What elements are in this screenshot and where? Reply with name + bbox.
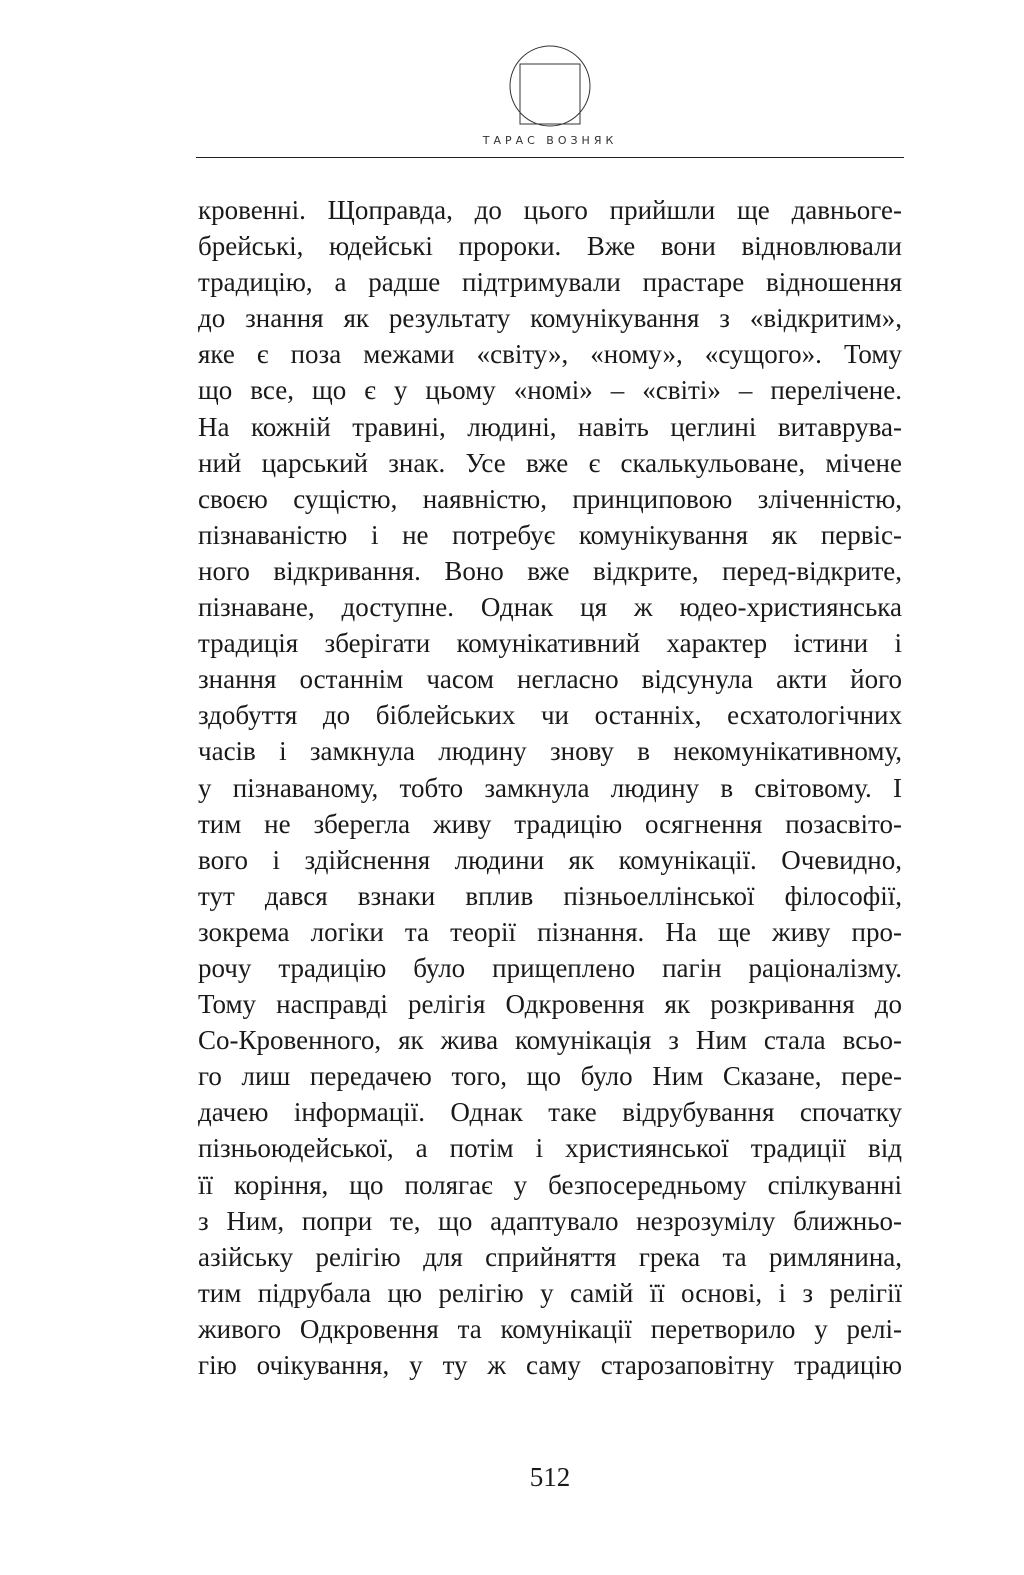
body-line: пізнаваністю і не потребує комунікування як первіс- <box>198 519 902 550</box>
running-head-author: ТАРАС ВОЗНЯК <box>482 134 618 147</box>
body-line: рочу традицію було прищеплено пагін раціоналізму. <box>198 952 902 983</box>
body-line: тим підрубала цю релігію у самій її основі, і з релігії <box>198 1277 902 1308</box>
body-line: гію очікування, у ту ж саму старозаповітну традицію <box>198 1350 902 1380</box>
body-line: вого і здійснення людини як комунікації. Очевидно, <box>198 844 902 875</box>
body-line: брейські, юдейські пророки. Вже вони відновлювали <box>198 231 902 262</box>
body-line: дачею інформації. Однак таке відрубування спочатку <box>198 1097 902 1128</box>
body-line: часів і замкнула людину знову в некомунікативному, <box>198 736 902 767</box>
header-rule <box>196 157 904 158</box>
body-line: традиція зберігати комунікативний характер істини і <box>198 628 902 659</box>
body-line: пізньоюдейської, а потім і християнської традиції від <box>198 1133 902 1164</box>
body-line: знання останнім часом негласно відсунула акти його <box>198 664 902 695</box>
body-line: здобуття до біблейських чи останніх, есхатологічних <box>198 700 902 731</box>
body-line: тим не зберегла живу традицію осягнення позасвіто- <box>198 808 902 839</box>
body-line: своєю сущістю, наявністю, принциповою зліченністю, <box>198 483 902 514</box>
body-line: що все, що є у цьому «номі» – «світі» – перелічене. <box>198 375 902 406</box>
body-line: кровенні. Щоправда, до цього прийшли ще давньоге- <box>198 195 902 225</box>
body-line: з Ним, попри те, що адаптувало незрозумілу ближньо- <box>198 1205 902 1236</box>
body-text <box>198 192 902 1383</box>
body-line: її коріння, що полягає у безпосередньому спілкуванні <box>198 1169 902 1200</box>
body-line: пізнаване, доступне. Однак ця ж юдео-християнська <box>198 592 902 623</box>
body-line: до знання як результату комунікування з «відкритим», <box>198 303 902 334</box>
body-line: Со-Кровенного, як жива комунікація з Ним стала всьо- <box>198 1025 902 1056</box>
body-line: азійську релігію для сприйняття грека та римлянина, <box>198 1241 902 1272</box>
page-number: 512 <box>529 1462 571 1492</box>
body-line: тут дався взнаки вплив пізньоеллінської філософії, <box>198 880 902 911</box>
body-line: живого Одкровення та комунікації перетворило у релі- <box>198 1313 902 1344</box>
body-line: го лиш передачею того, що було Ним Сказане, пере- <box>198 1061 902 1092</box>
body-line: Тому насправді релігія Одкровення як розкривання до <box>198 989 902 1020</box>
body-line: ного відкривання. Воно вже відкрите, перед-відкрите, <box>198 555 902 586</box>
body-line: На кожній травині, людині, навіть цеглині витаврува- <box>198 411 902 442</box>
body-line: традицію, а радше підтримували прастаре відношення <box>198 267 902 298</box>
circle-square-emblem-icon <box>508 44 592 128</box>
body-line: у пізнаваному, тобто замкнула людину в світовому. І <box>198 772 902 803</box>
body-line: ний царський знак. Усе вже є скалькульоване, мічене <box>198 447 902 478</box>
body-line: зокрема логіки та теорії пізнання. На ще живу про- <box>198 916 902 947</box>
body-line: яке є поза межами «світу», «ному», «сущого». Тому <box>198 339 902 370</box>
